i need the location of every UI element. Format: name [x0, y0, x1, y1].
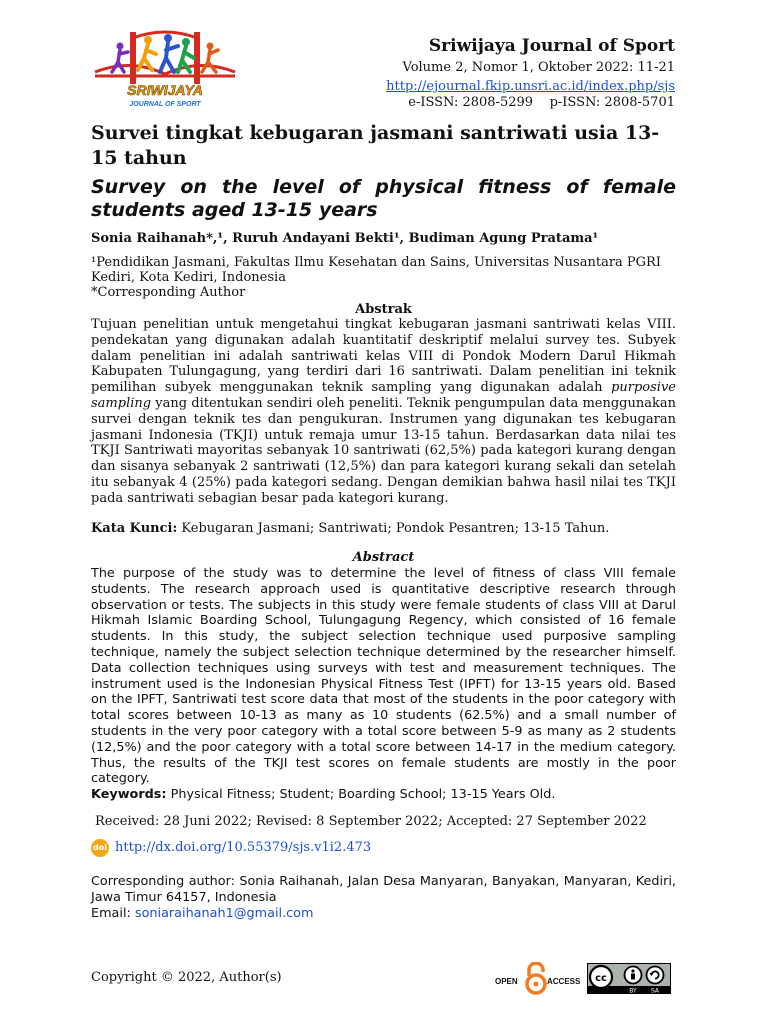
journal-title: Sriwijaya Journal of Sport [428, 36, 675, 56]
paper-title-indonesian: Survei tingkat kebugaran jasmani santriwati usia 13-15 tahun [91, 122, 660, 169]
kata-kunci-label: Kata Kunci: [91, 521, 178, 536]
keywords-values: Physical Fitness; Student; Boarding School; 13-15 Years Old. [170, 787, 556, 802]
correspondence-address: Corresponding author: Sonia Raihanah, Jalan Desa Manyaran, Banyakan, Manyaran, Kediri, Jawa Timur 64157, Indonesia [91, 874, 676, 905]
copyright: Copyright © 2022, Author(s) [91, 970, 282, 985]
abstrak-text-part2: yang ditentukan sendiri oleh peneliti. Teknik pengumpulan data menggunakan survei dengan teknik tes dan pengukuran. Instrumen yang digunakan tes kebugaran jasmani Indonesia (TKJI) untuk remaja umur 13-15 tahun. Berdasarkan data nilai tes TKJI Santriwati mayoritas sebanyak 10 santriwati (62,5%) pada kategori kurang dengan dan sisanya sebanyak 2 santriwati (12,5%) dan para kategori kurang sekali dan setelah itu sebanyak 4 (25%) pada kategori sedang. Dengan demikian bahwa hasil nilai tes TKJI pada santriwati sebagian besar pada kategori kurang. [91, 395, 676, 506]
keywords-label: Keywords: [91, 787, 167, 802]
abstract-heading: Abstract [352, 550, 415, 565]
journal-issn: e-ISSN: 2808-5299 p-ISSN: 2808-5701 [408, 95, 675, 110]
open-access-lock-icon [527, 963, 545, 993]
journal-volume: Volume 2, Nomor 1, Oktober 2022: 11-21 [402, 60, 675, 75]
cc-icon [590, 966, 612, 988]
email-link[interactable]: soniaraihanah1@gmail.com [134, 906, 314, 921]
journal-url-link[interactable]: http://ejournal.fkip.unsri.ac.id/index.php/sjs [386, 79, 675, 94]
email-label: Email: [91, 906, 131, 921]
author-list: Sonia Raihanah*,¹, Ruruh Andayani Bekti¹, Budiman Agung Pratama¹ [91, 231, 599, 246]
cc-sa-label: SA [650, 987, 660, 994]
cc-by-label: BY [629, 987, 637, 994]
doi-icon: doi [91, 839, 109, 857]
open-access-right-text: ACCESS [547, 977, 581, 986]
abstrak-heading: Abstrak [355, 302, 412, 317]
corresponding-note: *Corresponding Author [91, 285, 246, 300]
abstract-body: The purpose of the study was to determine the level of fitness of class VIII female students. The research approach used is quantitative descriptive research through observation or tests. The subjects in this study were female students of class VIII at Darul Hikmah Islamic Boarding School, Tulungagung Regency, which consisted of 16 female students. In this study, the subject selection technique used purposive sampling technique, namely the subject selection technique determined by the researcher himself. Data collection techniques using surveys with test and measurement techniques. The instrument used is the Indonesian Physical Fitness Test (IPFT) for 13-15 years old. Based on the IPFT, Santriwati test score data that most of the students in the poor category with total scores between 10-13 as many as 10 students (62.5%) and a small number of students in the very poor category with a total score between 5-9 as many as 2 students (12,5%) and the poor category with a total score between 14-17 in the medium category. Thus, the results of the TKJI test scores on female students are mostly in the poor category. [91, 566, 676, 787]
affiliation [91, 255, 676, 300]
logo-subtext: JOURNAL OF SPORT [129, 101, 201, 108]
sa-share-alike-icon [647, 967, 664, 984]
svg-text:cc: cc [595, 973, 607, 984]
keywords [91, 787, 676, 803]
by-attribution-icon [625, 967, 642, 984]
correspondence-email-row [91, 906, 676, 922]
logo-text: SRIWIJAYA [127, 82, 203, 98]
kata-kunci [91, 521, 676, 537]
open-access-left-text: OPEN [495, 977, 518, 986]
publication-dates: Received: 28 Juni 2022; Revised: 8 September 2022; Accepted: 27 September 2022 [95, 814, 647, 829]
affiliation-line: ¹Pendidikan Jasmani, Fakultas Ilmu Kesehatan dan Sains, Universitas Nusantara PGRI Kediri, Kota Kediri, Indonesia [91, 255, 661, 285]
doi-link[interactable]: http://dx.doi.org/10.55379/sjs.v1i2.473 [115, 840, 372, 855]
journal-logo [90, 28, 240, 112]
abstrak-body [91, 317, 676, 507]
kata-kunci-values: Kebugaran Jasmani; Santriwati; Pondok Pesantren; 13-15 Tahun. [181, 521, 610, 536]
abstrak-text-part1: Tujuan penelitian untuk mengetahui tingkat kebugaran jasmani santriwati kelas VIII. pendekatan yang digunakan adalah kuantitatif deskriptif melalui survey tes. Subyek dalam penelitian ini adalah santriwati kelas VIII di Pondok Modern Darul Hikmah Kabupaten Tulungagung, yang terdiri dari 16 santriwati. Dalam penelitian ini teknik pemilihan subyek menggunakan teknik sampling yang digunakan adalah [91, 317, 676, 396]
cc-by-sa-license-badge [587, 963, 671, 994]
open-access-logo [495, 962, 585, 996]
abstrak-text-italic: purposive sampling [91, 380, 676, 411]
paper-title-english: Survey on the level of physical fitness of female students aged 13-15 years [91, 176, 676, 221]
